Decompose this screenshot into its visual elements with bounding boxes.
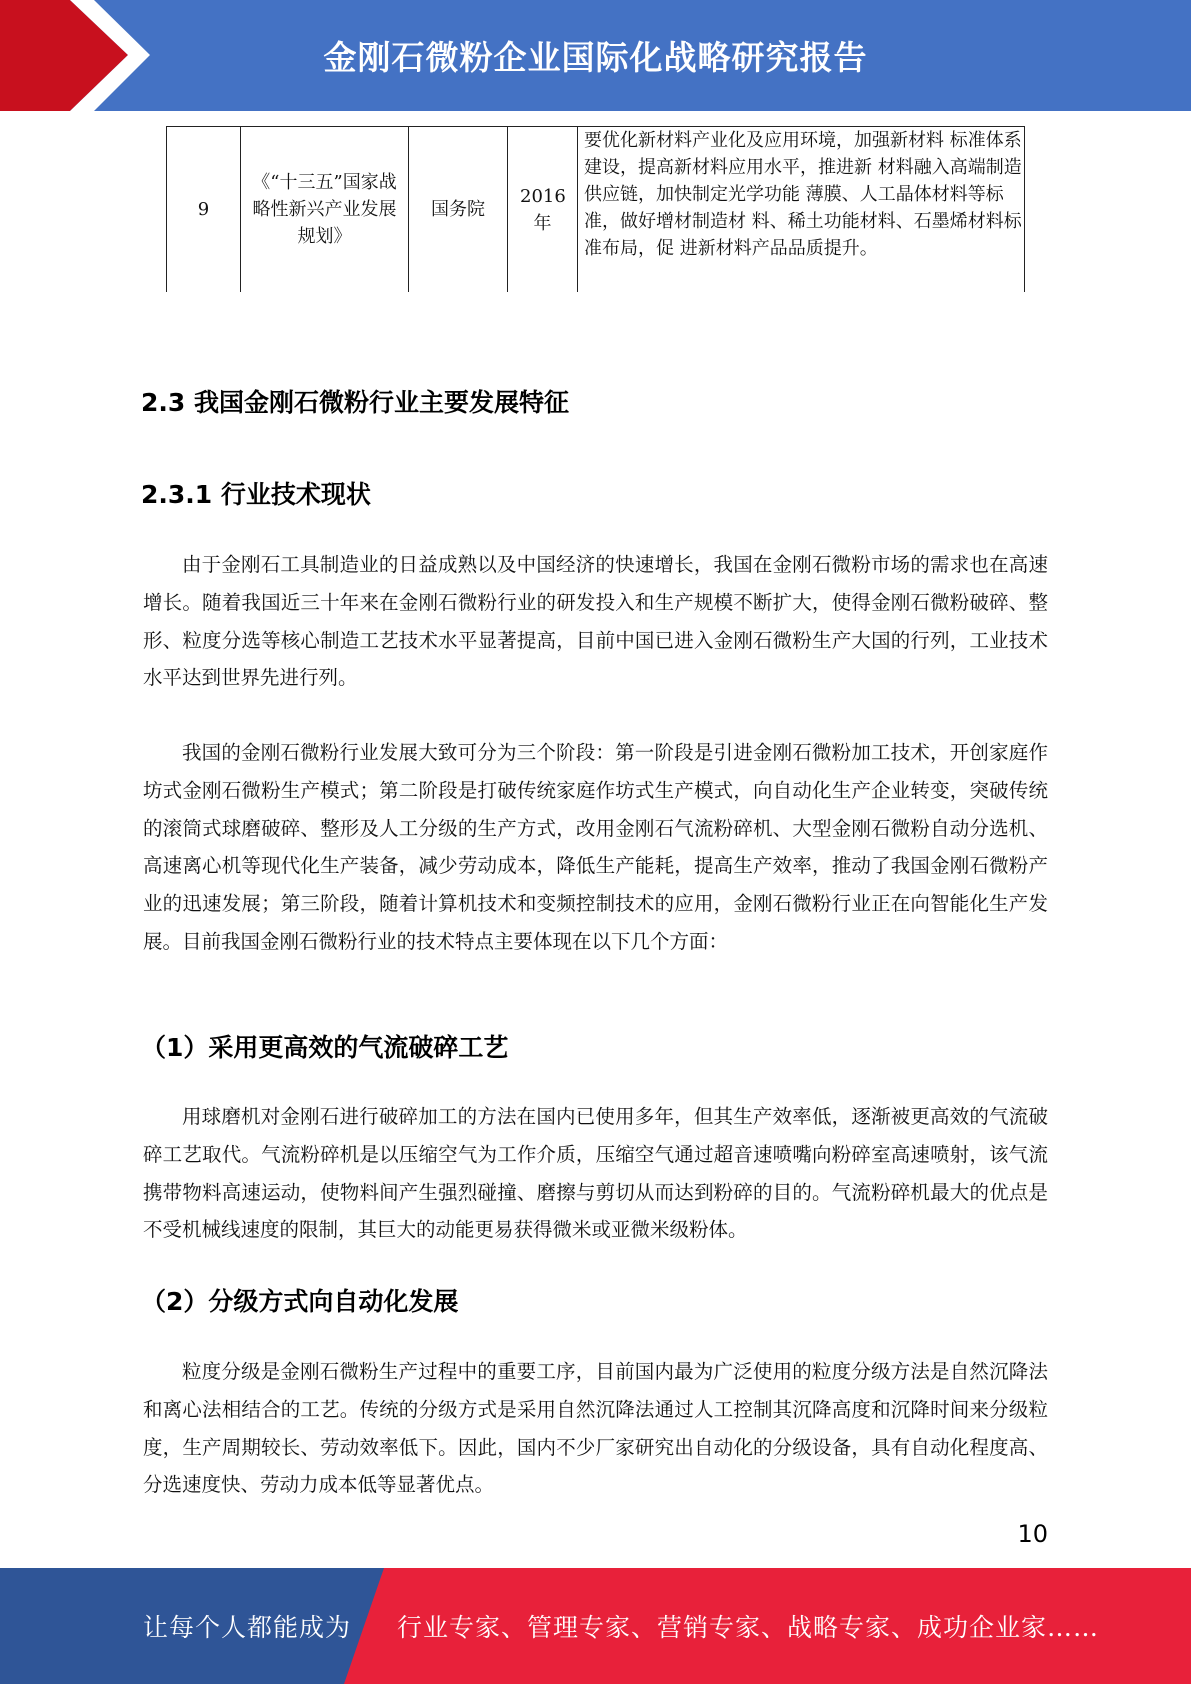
subsection-heading: 2.3.1 行业技术现状 <box>141 480 371 509</box>
policy-document: 《“十三五”国家战略性新兴产业发展规划》 <box>241 127 409 293</box>
issuing-body: 国务院 <box>409 127 508 293</box>
row-number: 9 <box>167 127 241 293</box>
paragraph: 由于金刚石工具制造业的日益成熟以及中国经济的快速增长，我国在金刚石微粉市场的需求也在高速增长。随着我国近三十年来在金刚石微粉行业的研发投入和生产规模不断扩大，使得金刚石微粉破碎、整形、粒度分选等核心制造工艺技术水平显著提高，目前中国已进入金刚石微粉生产大国的行列，工业技术水平达到世界先进行列。 <box>143 553 1048 690</box>
item-heading-classification: （2）分级方式向自动化发展 <box>141 1287 459 1316</box>
page-footer <box>0 1568 1191 1684</box>
paragraph: 粒度分级是金刚石微粉生产过程中的重要工序，目前国内最为广泛使用的粒度分级方法是自然沉降法和离心法相结合的工艺。传统的分级方式是采用自然沉降法通过人工控制其沉降高度和沉降时间来分级粒度，生产周期较长、劳动效率低下。因此，国内不少厂家研究出自动化的分级设备，具有自动化程度高、分选速度快、劳动力成本低等显著优点。 <box>143 1360 1048 1497</box>
issue-year: 2016年 <box>508 127 578 293</box>
footer-slogan-right: 行业专家、管理专家、营销专家、战略专家、成功企业家…… <box>397 1613 1100 1642</box>
page-header <box>0 0 1191 111</box>
item-heading-airflow: （1）采用更高效的气流破碎工艺 <box>141 1033 509 1062</box>
policy-content: 要优化新材料产业化及应用环境，加强新材料 标准体系建设，提高新材料应用水平，推进新 材料融入高端制造供应链，加快制定光学功能 薄膜、人工晶体材料等标准，做好增材制造材 料、稀土功能材料、石墨烯材料标准布局，促 进新材料产品品质提升。 <box>578 127 1025 293</box>
footer-slogan-left: 让每个人都能成为 <box>143 1613 352 1642</box>
paragraph: 我国的金刚石微粉行业发展大致可分为三个阶段：第一阶段是引进金刚石微粉加工技术，开创家庭作坊式金刚石微粉生产模式；第二阶段是打破传统家庭作坊式生产模式，向自动化生产企业转变，突破传统的滚筒式球磨破碎、整形及人工分级的生产方式，改用金刚石气流粉碎机、大型金刚石微粉自动分选机、高速离心机等现代化生产装备，减少劳动成本，降低生产能耗，提高生产效率，推动了我国金刚石微粉产业的迅速发展；第三阶段，随着计算机技术和变频控制技术的应用，金刚石微粉行业正在向智能化生产发展。目前我国金刚石微粉行业的技术特点主要体现在以下几个方面： <box>143 741 1048 953</box>
table-row <box>167 127 1025 293</box>
page-number: 10 <box>1017 1520 1048 1548</box>
section-heading: 2.3 我国金刚石微粉行业主要发展特征 <box>141 388 569 417</box>
report-title: 金刚石微粉企业国际化战略研究报告 <box>323 38 868 77</box>
policy-table <box>166 126 1025 292</box>
paragraph: 用球磨机对金刚石进行破碎加工的方法在国内已使用多年，但其生产效率低，逐渐被更高效的气流破碎工艺取代。气流粉碎机是以压缩空气为工作介质，压缩空气通过超音速喷嘴向粉碎室高速喷射，该气流携带物料高速运动，使物料间产生强烈碰撞、磨擦与剪切从而达到粉碎的目的。气流粉碎机最大的优点是不受机械线速度的限制，其巨大的动能更易获得微米或亚微米级粉体。 <box>143 1105 1048 1242</box>
